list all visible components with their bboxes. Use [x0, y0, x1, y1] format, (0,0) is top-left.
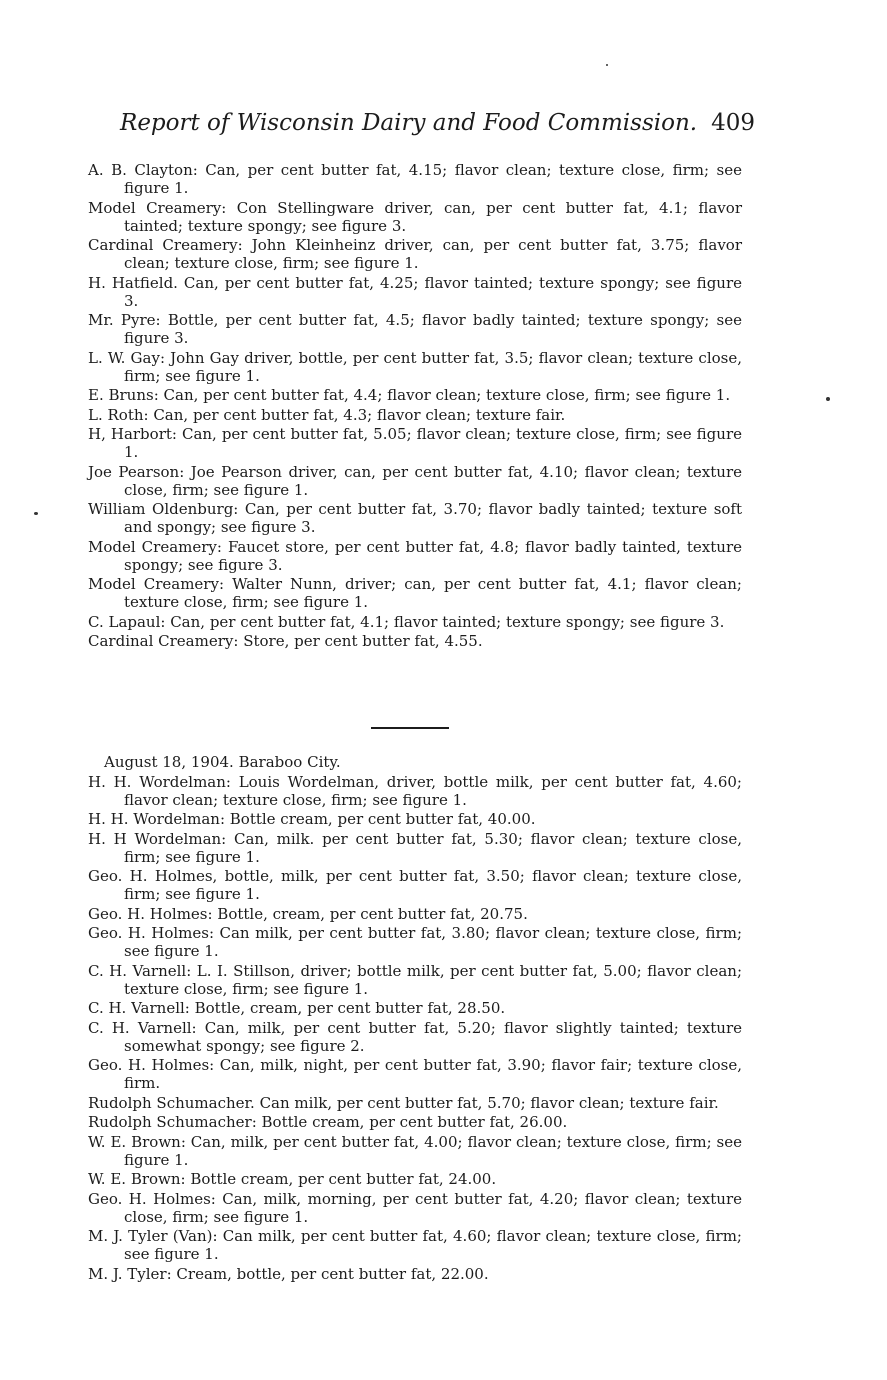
test-entry: Geo. H. Holmes: Bottle, cream, per cent butter fat, 20.75.	[88, 904, 528, 923]
page-header	[120, 110, 760, 136]
test-entry: A. B. Clayton: Can, per cent butter fat, 4.15; flavor clean; texture close, firm; see figure 1.	[88, 161, 742, 197]
test-entry: H, Harbort: Can, per cent butter fat, 5.05; flavor clean; texture close, firm; see figure 1.	[88, 425, 742, 461]
test-entry: Model Creamery: Walter Nunn, driver; can, per cent butter fat, 4.1; flavor clean; texture close, firm; see figure 1.	[88, 575, 742, 611]
scan-speck	[34, 512, 38, 515]
section-divider	[371, 727, 449, 729]
page-number: 409	[711, 110, 755, 136]
test-entry: H. Hatfield. Can, per cent butter fat, 4.25; flavor tainted; texture spongy; see figure 3.	[88, 273, 742, 310]
test-entry: Geo. H. Holmes: Can milk, per cent butter fat, 3.80; flavor clean; texture close, firm; see figure 1.	[88, 924, 742, 960]
test-entry: L. W. Gay: John Gay driver, bottle, per cent butter fat, 3.5; flavor clean; texture close, firm; see figure 1.	[88, 348, 742, 385]
test-entry: C. H. Varnell: Bottle, cream, per cent butter fat, 28.50.	[88, 999, 506, 1017]
test-entry: C. H. Varnell: L. I. Stillson, driver; bottle milk, per cent butter fat, 5.00; flavor clean; texture close, firm; see figure 1.	[88, 961, 742, 998]
test-entry: C. H. Varnell: Can, milk, per cent butter fat, 5.20; flavor slightly tainted; texture somewhat spongy; see figure 2.	[88, 1018, 742, 1055]
section-date-line: August 18, 1904. Baraboo City.	[104, 753, 341, 771]
test-entry: C. Lapaul: Can, per cent butter fat, 4.1; flavor tainted; texture spongy; see figure 3.	[88, 612, 725, 631]
test-entry: W. E. Brown: Bottle cream, per cent butter fat, 24.00.	[88, 1170, 497, 1188]
test-entry: Rudolph Schumacher: Bottle cream, per cent butter fat, 26.00.	[88, 1113, 568, 1131]
running-title: Report of Wisconsin Dairy and Food Commission.	[120, 110, 698, 136]
test-entry: William Oldenburg: Can, per cent butter fat, 3.70; flavor badly tainted; texture soft and spongy; see figure 3.	[88, 500, 742, 536]
test-results-section-1	[88, 161, 742, 652]
test-entry: E. Bruns: Can, per cent butter fat, 4.4; flavor clean; texture close, firm; see figure 1.	[88, 386, 731, 404]
test-entry: Model Creamery: Con Stellingware driver, can, per cent butter fat, 4.1; flavor tainted; texture spongy; see figure 3.	[88, 198, 742, 235]
test-results-section-2	[88, 753, 742, 1284]
test-entry: H. H. Wordelman: Louis Wordelman, driver, bottle milk, per cent butter fat, 4.60; flavor clean; texture close, firm; see figure 1.	[88, 772, 742, 809]
test-entry: H. H Wordelman: Can, milk. per cent butter fat, 5.30; flavor clean; texture close, firm; see figure 1.	[88, 829, 742, 866]
test-entry: Geo. H. Holmes, bottle, milk, per cent butter fat, 3.50; flavor clean; texture close, firm; see figure 1.	[88, 867, 742, 903]
scan-speck	[826, 397, 830, 401]
test-entry: M. J. Tyler (Van): Can milk, per cent butter fat, 4.60; flavor clean; texture close, firm; see figure 1.	[88, 1227, 742, 1263]
test-entry: H. H. Wordelman: Bottle cream, per cent butter fat, 40.00.	[88, 810, 536, 828]
test-entry: Rudolph Schumacher. Can milk, per cent butter fat, 5.70; flavor clean; texture fair.	[88, 1093, 719, 1112]
test-entry: Joe Pearson: Joe Pearson driver, can, per cent butter fat, 4.10; flavor clean; texture close, firm; see figure 1.	[88, 462, 742, 499]
test-entry: M. J. Tyler: Cream, bottle, per cent butter fat, 22.00.	[88, 1264, 489, 1283]
test-entry: Mr. Pyre: Bottle, per cent butter fat, 4.5; flavor badly tainted; texture spongy; see figure 3.	[88, 311, 742, 347]
test-entry: Model Creamery: Faucet store, per cent butter fat, 4.8; flavor badly tainted, texture spongy; see figure 3.	[88, 537, 742, 574]
test-entry: Cardinal Creamery: Store, per cent butter fat, 4.55.	[88, 632, 483, 650]
test-entry: Geo. H. Holmes: Can, milk, night, per cent butter fat, 3.90; flavor fair; texture close, firm.	[88, 1056, 742, 1092]
test-entry: L. Roth: Can, per cent butter fat, 4.3; flavor clean; texture fair.	[88, 405, 566, 424]
test-entry: Cardinal Creamery: John Kleinheinz driver, can, per cent butter fat, 3.75; flavor clean; texture close, firm; see figure 1.	[88, 236, 742, 272]
scan-speck	[606, 64, 608, 66]
test-entry: W. E. Brown: Can, milk, per cent butter fat, 4.00; flavor clean; texture close, firm; see figure 1.	[88, 1132, 742, 1169]
test-entry: Geo. H. Holmes: Can, milk, morning, per cent butter fat, 4.20; flavor clean; texture close, firm; see figure 1.	[88, 1189, 742, 1226]
